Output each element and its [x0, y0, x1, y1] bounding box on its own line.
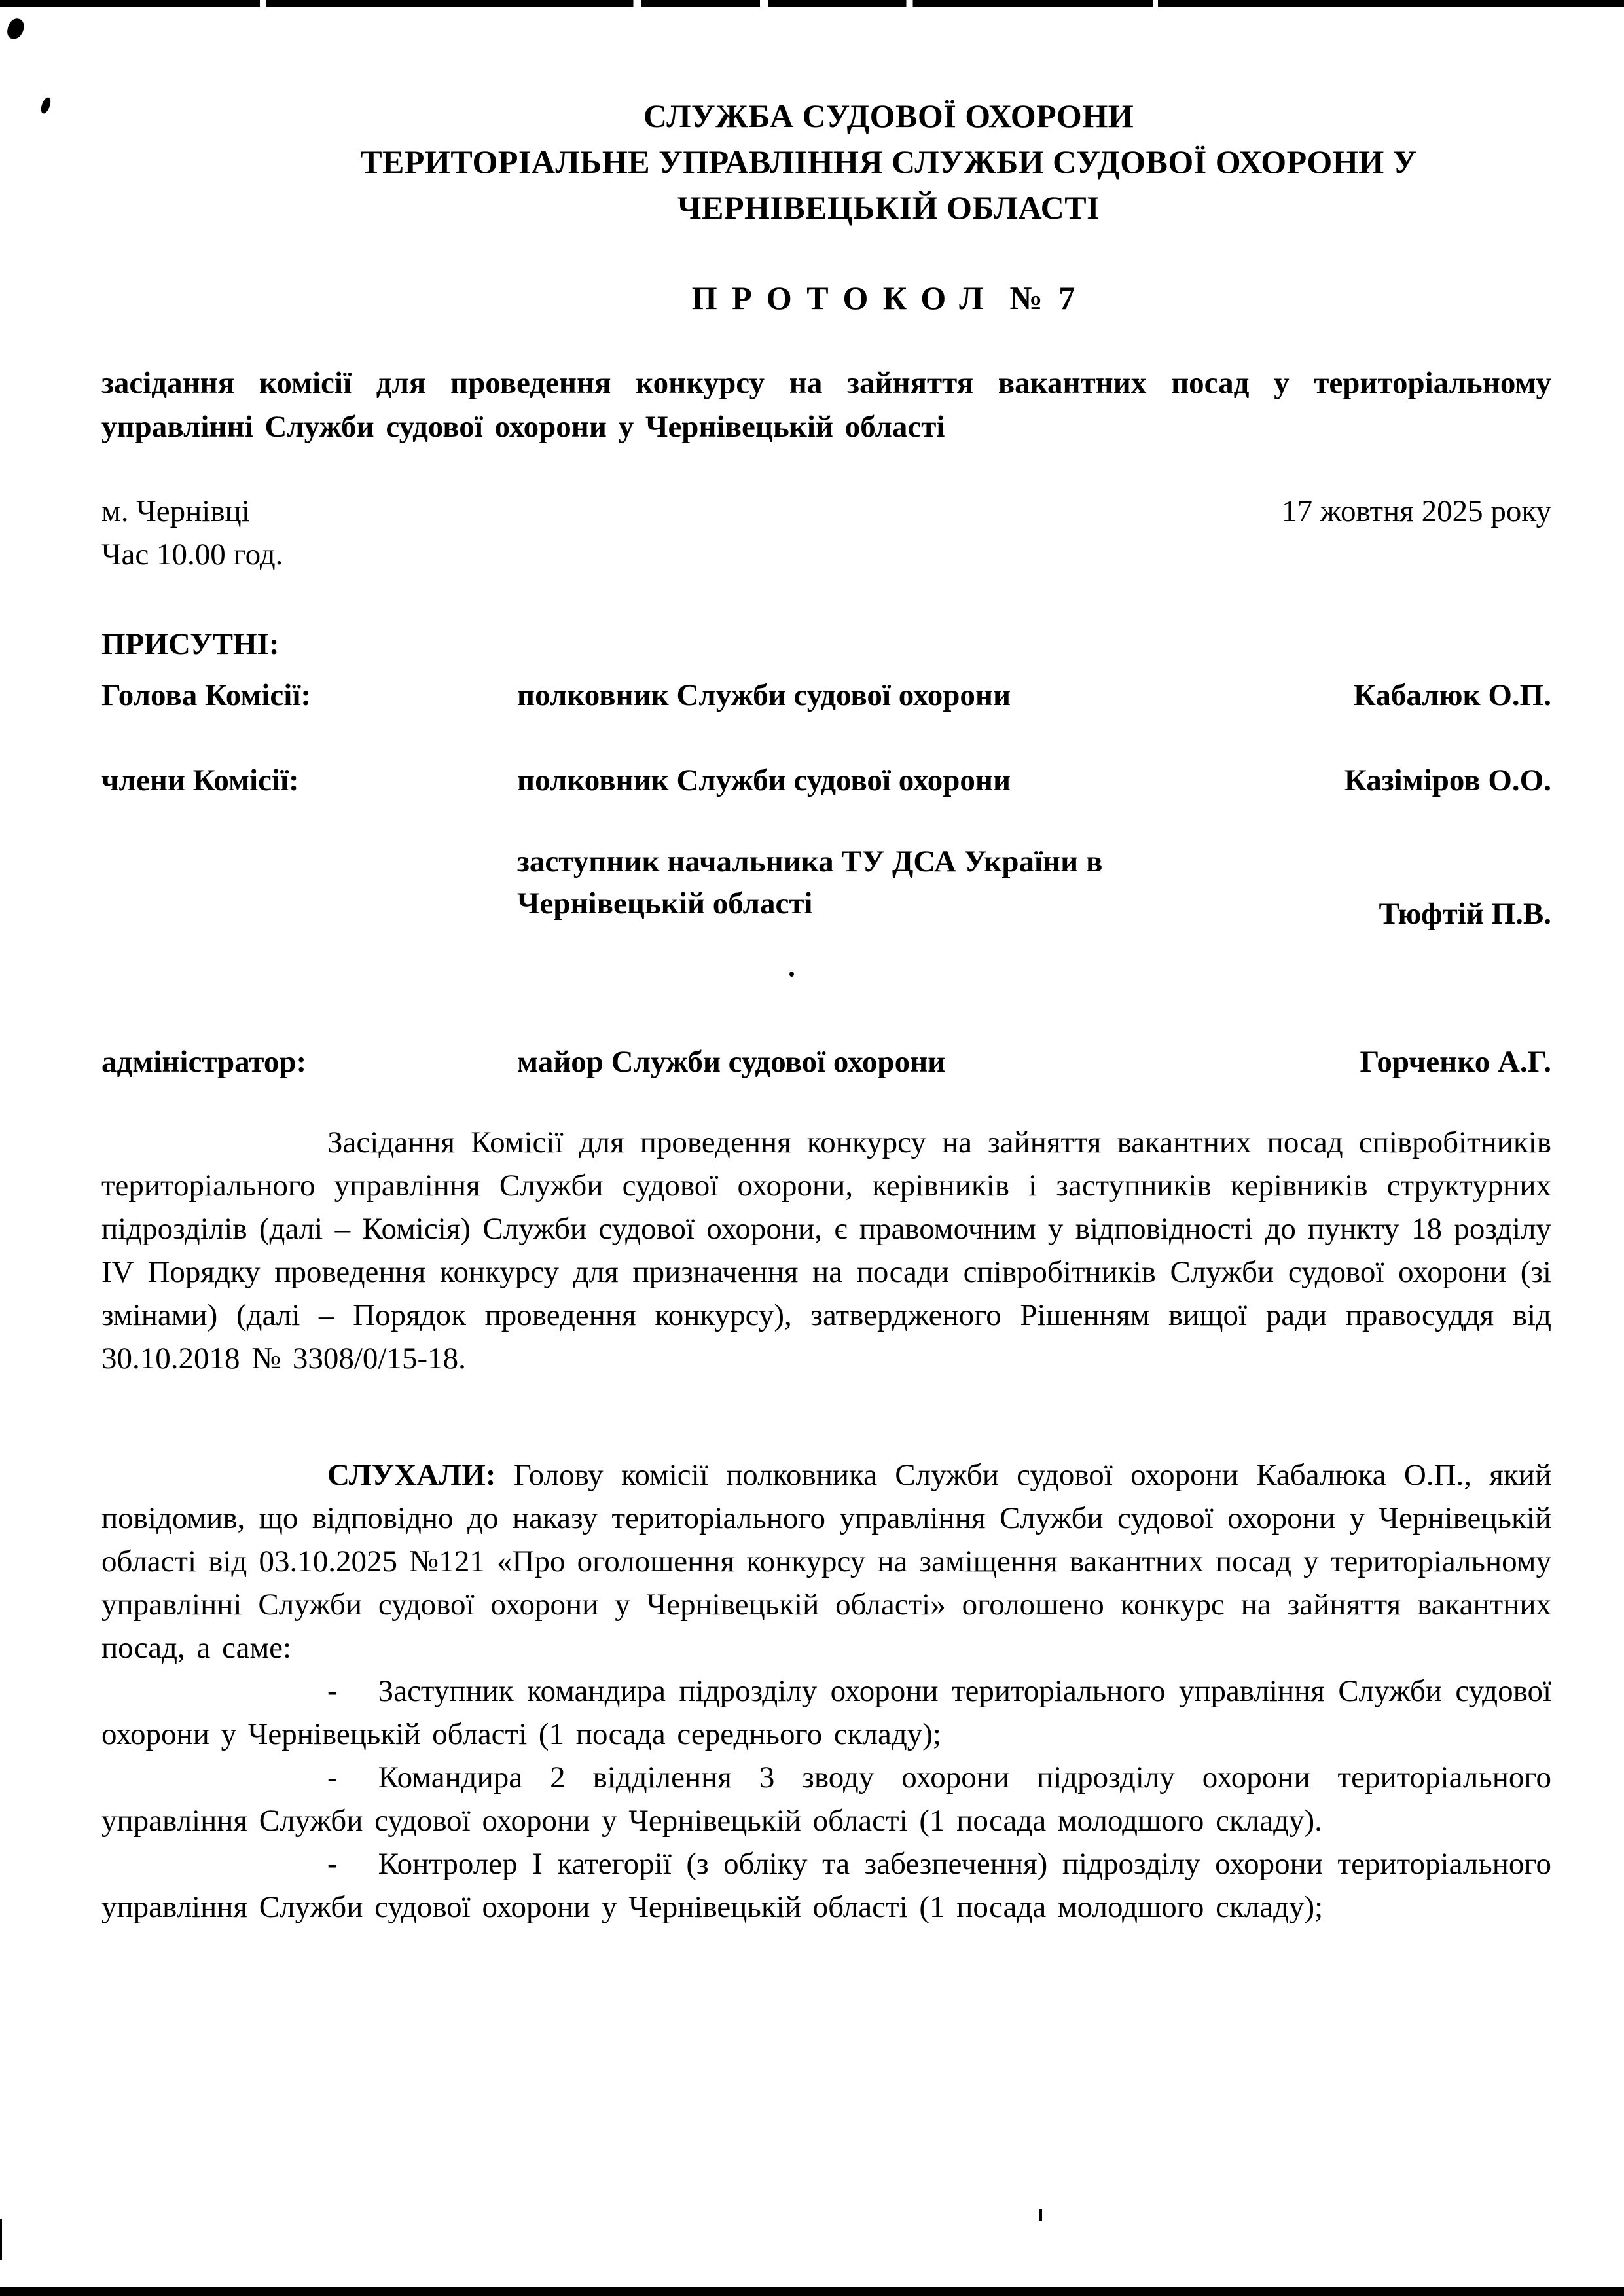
attendee-row-member [101, 841, 1551, 931]
vacancy-text: Контролер І категорії (з обліку та забезпечення) підрозділу охорони територіального управління Служби судової охорони у Чернівецькій області (1 посада молодшого складу); [101, 1847, 1551, 1924]
sluhaly-label: СЛУХАЛИ: [327, 1458, 496, 1492]
scan-artifact-speck [39, 96, 52, 115]
attendee-row-chairman [101, 674, 1551, 716]
meeting-time: Час 10.00 год. [101, 538, 283, 572]
org-name-line3: ЧЕРНІВЕЦЬКІЙ ОБЛАСТІ [677, 189, 1100, 226]
vacancy-text: Заступник командира підрозділу охорони територіального управління Служби судової охорони у Чернівецькій області (1 посада середнього складу); [101, 1674, 1551, 1751]
paragraph-sluhaly [101, 1453, 1551, 1669]
vacancy-text: Командира 2 відділення 3 зводу охорони підрозділу охорони територіального управління Служби судової охорони у Чернівецькій області (1 посада молодшого складу). [101, 1760, 1551, 1838]
meta-row [101, 490, 1551, 533]
attendee-role: адміністратор: [101, 1045, 307, 1079]
org-header [164, 93, 1614, 230]
attendee-position: полковник Служби судової охорони [517, 678, 1011, 712]
present-label: ПРИСУТНІ: [101, 627, 280, 661]
scan-artifact-bottom-bar [0, 2287, 1624, 2296]
protocol-title-word: ПРОТОКОЛ [691, 280, 999, 316]
meeting-place: м. Чернівці [101, 494, 250, 528]
attendee-row-member [101, 759, 1551, 801]
protocol-title [160, 276, 1610, 319]
list-dash: - [327, 1760, 338, 1795]
scan-artifact-speck [6, 17, 26, 41]
paragraph-validity: Засідання Комісії для проведення конкурсу на зайняття вакантних посад співробітників територіального управління Служби судової охорони, керівників і заступників керівників структурних підрозділів (далі – Комісія) Служби судової охорони, є правомочним у відповідності до пункту 18 розділу IV Порядку проведення конкурсу для призначення на посади співробітників Служби судової охорони (зі змінами) (далі – Порядок проведення конкурсу), затвердженого Рішенням вищої ради правосуддя від 30.10.2018 № 3308/0/15-18. [101, 1125, 1551, 1376]
protocol-subject: засідання комісії для проведення конкурсу на зайняття вакантних посад у територіальному управлінні Служби судової охорони у Чернівецькій області [101, 366, 1551, 444]
protocol-number: № 7 [1009, 280, 1079, 316]
scan-artifact-edge-line [0, 2219, 2, 2260]
vacancy-item [101, 1842, 1551, 1929]
attendee-position: майор Служби судової охорони [517, 1045, 946, 1079]
scan-artifact-tick [1039, 2209, 1042, 2221]
org-name-line1: СЛУЖБА СУДОВОЇ ОХОРОНИ [643, 98, 1134, 134]
attendee-position: полковник Служби судової охорони [517, 763, 1011, 797]
attendee-name: Горченко А.Г. [1360, 1045, 1551, 1079]
attendee-name: Казіміров О.О. [1344, 763, 1551, 797]
vacancy-item [101, 1669, 1551, 1756]
list-dash: - [327, 1674, 338, 1708]
attendee-row-administrator [101, 1041, 1551, 1083]
attendee-role: члени Комісії: [101, 763, 299, 797]
vacancy-item [101, 1756, 1551, 1842]
document-content [101, 0, 1551, 1929]
attendee-role: Голова Комісії: [101, 678, 312, 712]
attendee-position: заступник начальника ТУ ДСА України в Чернівецькій області [517, 845, 1103, 920]
org-name-line2: ТЕРИТОРІАЛЬНЕ УПРАВЛІННЯ СЛУЖБИ СУДОВОЇ ОХОРОНИ У [360, 143, 1417, 180]
meeting-date: 17 жовтня 2025 року [1281, 494, 1551, 528]
attendee-name: Тюфтій П.В. [1379, 897, 1551, 931]
list-dash: - [327, 1847, 338, 1881]
attendee-name: Кабалюк О.П. [1353, 678, 1551, 712]
sluhaly-text: Голову комісії полковника Служби судової охорони Кабалюка О.П., який повідомив, що відповідно до наказу територіального управління Служби судової охорони у Чернівецькій області від 03.10.2025 №121 «Про оголошення конкурсу на заміщення вакантних посад у територіальному управлінні Служби судової охорони у Чернівецькій області» оголошено конкурс на зайняття вакантних посад, а саме: [101, 1458, 1552, 1665]
